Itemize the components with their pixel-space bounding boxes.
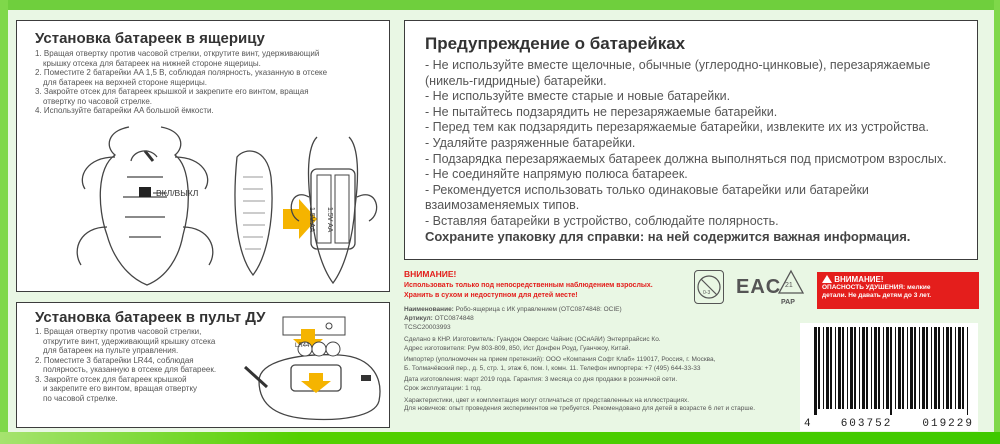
recycle-code: PAP	[781, 299, 795, 306]
barcode-bar	[910, 327, 913, 409]
barcode-bar	[902, 327, 904, 409]
age-recommendation: Для новичков: опыт проведения экспериментов не требуется. Рекомендовано для детей в возрасте 6 лет и старше.	[404, 405, 755, 412]
barcode-bar	[926, 327, 928, 409]
warning-item: - Перед тем как подзарядить перезаряжаемые батарейки, извлеките их из устройства.	[425, 120, 929, 135]
remote-step: открутите винт, удерживающий крышку отсека	[43, 336, 216, 346]
disclaimer-line: Характеристики, цвет и комплектация могут отличаться от представленных на иллюстрациях.	[404, 397, 690, 404]
barcode-bar	[826, 327, 829, 409]
lizard-steps-list	[35, 49, 385, 116]
barcode-bar	[847, 327, 848, 409]
barcode-bar	[835, 327, 836, 409]
red-warning-line: детали. Не давать детям до 3 лет.	[822, 292, 932, 299]
lizard-step: 3. Закройте отсек для батареек крышкой и закрепите его винтом, вращая	[35, 87, 309, 96]
warning-item: - Вставляя батарейки в устройство, соблюдайте полярность.	[425, 213, 779, 228]
barcode-bar	[842, 327, 844, 409]
product-code: TCSC20003993	[404, 324, 451, 331]
down-arrow-icon-2	[301, 373, 331, 393]
remote-section-title: Установка батареек в пульт ДУ	[35, 309, 266, 326]
lizard-step: 1. Вращая отвертку против часовой стрелки, открутите винт, удерживающий	[35, 49, 320, 58]
barcode-bar	[878, 327, 880, 409]
warning-section-title: Предупреждение о батарейках	[425, 34, 686, 53]
barcode-bar	[946, 327, 949, 409]
importer-line: Импортер (уполномочен на прием претензий): ООО «Компания Софт Клаб» 119017, Россия, г. Москва,	[404, 356, 716, 363]
barcode-bar	[874, 327, 877, 409]
barcode-bar	[950, 327, 952, 409]
maker-address: Адрес изготовителя: Рум 803-809, 850, Ист Донфен Роуд, Гуанчжоу, Китай.	[404, 345, 631, 352]
left-green-edge	[0, 0, 8, 444]
barcode-bar	[814, 327, 817, 415]
remote-step: и закрепите его винтом, вращая отвертку	[43, 384, 198, 393]
remote-battery-panel	[16, 302, 390, 428]
barcode-bar	[914, 327, 916, 409]
barcode-bar	[922, 327, 925, 409]
service-life: Срок эксплуатации: 1 год.	[404, 385, 482, 392]
attention-line: Хранить в сухом и недоступном для детей месте!	[404, 292, 578, 299]
warning-item: - Не пытайтесь подзарядить не перезаряжаемые батарейки.	[425, 104, 778, 119]
barcode-bar	[866, 327, 868, 409]
barcode-bar	[854, 327, 856, 409]
barcode-bar	[919, 327, 920, 409]
maker-line: Сделано в КНР. Изготовитель: Гуандон Оверсис Чайнис (ОСиАйИ) Энтерпрайсис Ко.	[404, 336, 661, 343]
barcode-bar	[883, 327, 884, 409]
lizard-step: отвертку по часовой стрелке.	[43, 96, 152, 106]
battery-warning-panel	[404, 20, 978, 260]
barcode-bar	[871, 327, 872, 409]
barcode-digits: 4 603752 019229	[804, 418, 974, 430]
svg-text:0-3: 0-3	[703, 290, 711, 296]
importer-address: Б. Толмачёвский пер., д. 5, стр. 1, этаж 6, пом. I, комн. 11. Телефон импортера: +7 (495) 644-33-33	[404, 365, 701, 372]
barcode-bar	[895, 327, 896, 409]
lizard-top-view	[309, 137, 358, 283]
bottom-green-edge	[0, 432, 1000, 444]
remote-step: для батареек на пульте управления.	[43, 346, 179, 355]
lizard-battery-panel	[16, 20, 390, 292]
attention-title: ВНИМАНИЕ!	[404, 269, 457, 279]
warning-item: - Не соединяйте напрямую полюса батареек.	[425, 167, 688, 182]
top-green-edge	[0, 0, 1000, 10]
barcode-bar	[838, 327, 841, 409]
red-warning-title: ВНИМАНИЕ!	[822, 275, 974, 284]
warning-list	[425, 58, 965, 230]
battery-label: 1.5V AA	[326, 207, 333, 233]
barcode-bar	[938, 327, 940, 409]
lizard-step: 4. Используйте батарейки AA большой ёмкости.	[35, 106, 214, 115]
article-line: Артикул: OTC0874848	[404, 315, 474, 322]
switch-label: ВКЛ/ВЫКЛ	[156, 188, 199, 198]
choking-hazard-warning	[817, 272, 979, 309]
warning-item: - Не используйте вместе старые и новые батарейки.	[425, 89, 731, 104]
lizard-step: 2. Поместите 2 батарейки AA 1,5 В, соблюдая полярность, указанную в отсеке	[35, 68, 328, 77]
barcode	[800, 323, 978, 431]
barcode-bar	[967, 327, 968, 415]
remote-steps-list	[35, 327, 245, 403]
barcode-bar	[931, 327, 932, 409]
warning-item: - Удаляйте разряженные батарейки.	[425, 135, 636, 150]
barcode-bar	[907, 327, 908, 409]
lizard-illustration	[67, 117, 387, 289]
barcode-bar	[886, 327, 889, 409]
barcode-bar	[823, 327, 824, 409]
barcode-bar	[958, 327, 961, 409]
warning-item: взаимозаменяемых типов.	[425, 198, 580, 213]
product-name-line: Наименование: Робо-ящерица с ИК управлением (OTC0874848: OCIE)	[404, 306, 622, 313]
barcode-bar	[943, 327, 944, 409]
attention-line: Использовать только под непосредственным наблюдением взрослых.	[404, 282, 653, 289]
remote-illustration	[239, 311, 387, 423]
right-green-edge	[994, 0, 1000, 444]
warning-item: - Подзарядка перезаряжаемых батареек должна выполняться под присмотром взрослых.	[425, 151, 947, 166]
manufacture-date: Дата изготовления: март 2019 года. Гарантия: 3 месяца со дня продажи в розничной сети.	[404, 376, 678, 383]
warning-item: (никель-гидридные) батарейки.	[425, 73, 607, 88]
barcode-bar	[955, 327, 956, 409]
warning-item: - Рекомендуется использовать только одинаковые батарейки или батарейки	[425, 182, 869, 197]
lizard-section-title: Установка батареек в ящерицу	[35, 30, 265, 47]
remote-step: 3. Закройте отсек для батареек крышкой	[35, 374, 187, 384]
barcode-bar	[850, 327, 853, 409]
age-restriction-icon	[694, 270, 724, 304]
barcode-bar	[962, 327, 964, 409]
barcode-bar	[862, 327, 865, 409]
barcode-bars	[800, 323, 978, 415]
battery-label: 1.5V AA	[308, 207, 315, 233]
barcode-bar	[890, 327, 892, 415]
barcode-bar	[818, 327, 820, 409]
recycle-number: 21	[785, 282, 793, 289]
eac-mark: EAC	[736, 276, 782, 298]
power-switch	[139, 187, 151, 197]
lizard-step: крышку отсека для батареек на нижней стороне ящерицы.	[43, 58, 261, 68]
keep-package-note: Сохраните упаковку для справки: на ней содержится важная информация.	[425, 229, 911, 244]
remote-step: по часовой стрелке.	[43, 393, 118, 403]
remote-step: полярность, указанную в отсеке для батареек.	[43, 365, 217, 374]
lizard-step: для батареек на верхней стороне ящерицы.	[43, 77, 208, 87]
remote-step: 1. Вращая отвертку против часовой стрелки,	[35, 327, 202, 336]
cell-label: LR44	[295, 343, 310, 349]
remote-step: 2. Поместите 3 батарейки LR44, соблюдая	[35, 355, 194, 365]
barcode-bar	[898, 327, 901, 409]
warning-triangle-icon	[822, 275, 832, 283]
barcode-bar	[859, 327, 860, 409]
barcode-bar	[934, 327, 937, 409]
red-warning-line: ОПАСНОСТЬ УДУШЕНИЯ: мелкие	[822, 284, 931, 291]
warning-item: - Не используйте вместе щелочные, обычные (углеродно-цинковые), перезаряжаемые	[425, 58, 931, 72]
barcode-bar	[830, 327, 832, 409]
